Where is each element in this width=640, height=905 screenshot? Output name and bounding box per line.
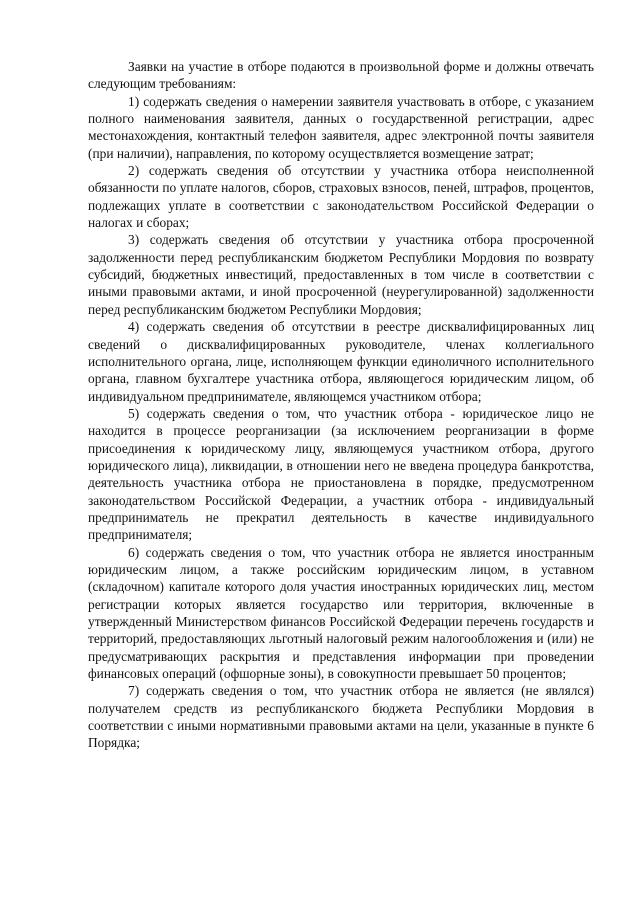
requirement-5-paragraph: 5) содержать сведения о том, что участник отбора - юридическое лицо не находится в процессе реорганизации (за исключением реорганизации в форме присоединения к юридическому лицу, являющемуся участником отбора, другого юридического лица), ликвидации, в отношении него не введена процедура банкротства, деятельность участника отбора не приостановлена в порядке, предусмотренном законодательством Российской Федерации, а участник отбора - индивидуальный предприниматель не прекратил деятельность в качестве индивидуального предпринимателя; xyxy=(88,405,594,543)
intro-paragraph: Заявки на участие в отборе подаются в произвольной форме и должны отвечать следующим требованиям: xyxy=(88,59,594,92)
requirement-1-paragraph: 1) содержать сведения о намерении заявителя участвовать в отборе, с указанием полного наименования заявителя, данных о государственной регистрации, адрес местонахождения, контактный телефон заявителя, адрес электронной почты заявителя (при наличии), направления, по которому осуществляется возмещение затрат; xyxy=(88,93,594,161)
requirement-7-paragraph: 7) содержать сведения о том, что участник отбора не является (не являлся) получателем средств из республиканского бюджета Республики Мордовия в соответствии с иными нормативными правовыми актами на цели, указанные в пункте 6 Порядка; xyxy=(88,683,594,751)
requirement-3-paragraph: 3) содержать сведения об отсутствии у участника отбора просроченной задолженности перед республиканским бюджетом Республики Мордовия по возврату субсидий, бюджетных инвестиций, предоставленных в том числе в соответствии с иными правовыми актами, и иной просроченной (неурегулированной) задолженности перед республиканским бюджетом Республики Мордовия; xyxy=(88,232,594,317)
requirement-2-paragraph: 2) содержать сведения об отсутствии у участника отбора неисполненной обязанности по уплате налогов, сборов, страховых взносов, пеней, штрафов, процентов, подлежащих уплате в соответствии с законодательством Российской Федерации о налогах и сборах; xyxy=(88,163,594,231)
document-body xyxy=(88,58,594,752)
requirement-4-paragraph: 4) содержать сведения об отсутствии в реестре дисквалифицированных лиц сведений о дисквалифицированных руководителе, членах коллегиального исполнительного органа, лице, исполняющем функции единоличного исполнительного органа, главном бухгалтере участника отбора, являющегося юридическим лицом, об индивидуальном предпринимателе, являющемся участником отбора; xyxy=(88,319,594,404)
requirement-6-paragraph: 6) содержать сведения о том, что участник отбора не является иностранным юридическим лицом, а также российским юридическим лицом, в уставном (складочном) капитале которого доля участия иностранных юридических лиц, местом регистрации которых является государство или территория, включенные в утвержденный Министерством финансов Российской Федерации перечень государств и территорий, предоставляющих льготный налоговый режим налогообложения и (или) не предусматривающих раскрытия и представления информации при проведении финансовых операций (офшорные зоны), в совокупности превышает 50 процентов; xyxy=(88,544,594,682)
